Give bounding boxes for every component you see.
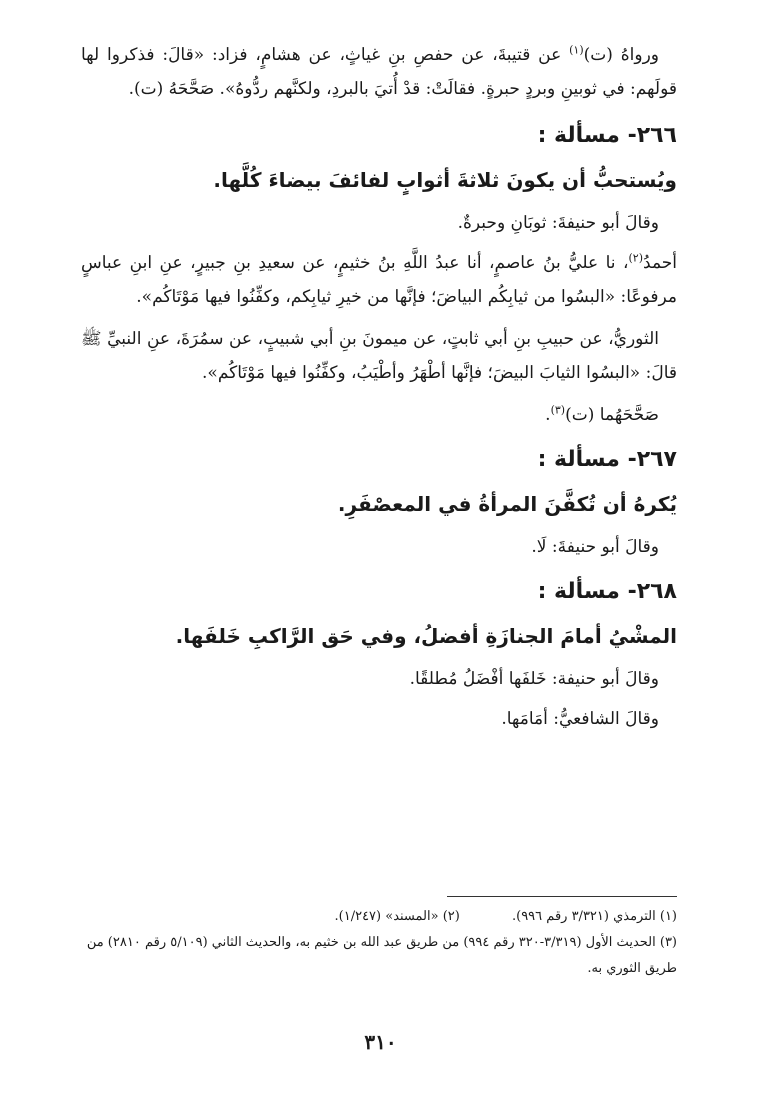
footnote-ref-3[interactable]: (٣) xyxy=(550,403,566,417)
footnotes-row-1 xyxy=(81,904,677,930)
issue-268-heading: ٢٦٨- مسألة : xyxy=(537,579,677,604)
intro-paragraph xyxy=(81,38,677,106)
issue-266-hadith-ahmad xyxy=(81,246,677,314)
issue-266-abu-hanifa-view: وقالَ أبو حنيفةَ: ثوبَانِ وحبرةٌ. xyxy=(457,213,659,233)
footnote-ref-2[interactable]: (٢) xyxy=(628,251,644,265)
intro-text: ورواهُ (ت) xyxy=(583,45,659,65)
footnotes xyxy=(81,904,677,982)
issue-266-hadith-thawri: الثوريُّ، عن حبيبِ بنِ أبي ثابتٍ، عن ميمونَ بنِ أبي شبيبٍ، عن سمُرَةَ، عنِ النبيِّ ﷺ قالَ: «البسُوا الثيابَ البيضَ؛ فإنَّها أطْهَرُ وأطْيَبُ، وكفِّنُوا فيها مَوْتَاكُم». xyxy=(81,329,677,383)
footnote-ref-1[interactable]: (١) xyxy=(569,43,584,57)
issue-267-heading: ٢٦٧- مسألة : xyxy=(537,447,677,472)
issue-267-statement: يُكرهُ أن تُكفَّنَ المرأةُ في المعصْفَرِ. xyxy=(337,492,677,516)
intro-text-continued: عن قتيبةَ، عن حفصِ بنِ غياثٍ، عن هشامٍ، فزاد: «قالَ: فذكروا لها قولَهم: في ثوبينِ وبردٍ حبرةٍ. فقالَتْ: قدْ أُتيَ بالبردِ، ولكنَّهم ردُّوهُ». صَحَّحَهُ (ت). xyxy=(81,45,677,99)
issue-266-statement: ويُستحبُّ أن يكونَ ثلاثةَ أثوابٍ لفائفَ بيضاءَ كُلَّها. xyxy=(213,168,677,192)
footnote-2: (٢) «المسند» (١/٢٤٧). xyxy=(334,909,460,924)
issue-268-abu-hanifa-view: وقالَ أبو حنيفة: خَلفَها أفْضَلُ مُطلقًا. xyxy=(409,669,659,689)
issue-266-heading: ٢٦٦- مسألة : xyxy=(537,123,677,148)
issue-266-grading xyxy=(81,398,677,432)
issue-267-abu-hanifa-view: وقالَ أبو حنيفةَ: لَا. xyxy=(531,537,659,557)
footnote-1: (١) الترمذي (٣/٣٢١ رقم ٩٩٦). xyxy=(511,909,677,924)
footnote-3: (٣) الحديث الأول (٣/٣١٩-٣٢٠ رقم ٩٩٤) من طريق عبد الله بن خثيم به، والحديث الثاني (٥/١٠٩ رقم ٢٨١٠) من طريق الثوري به. xyxy=(86,935,677,976)
page-number: ٣١٠ xyxy=(364,1030,397,1054)
grading-text: صَحَّحَهُما (ت) xyxy=(565,405,659,425)
grading-end: . xyxy=(545,405,551,425)
page-body xyxy=(81,38,677,742)
hadith-ahmad-text: ، نا عليُّ بنُ عاصمٍ، أنا عبدُ اللَّهِ بنُ خثيمٍ، عن سعيدِ بنِ جبيرٍ، عنِ ابنِ عباسٍ مرفوعًا: «البسُوا من ثيابِكُم البياضَ؛ فإنَّها من خيرِ ثيابِكم، وكفِّنُوا فيها مَوْتَاكُم». xyxy=(81,253,677,307)
issue-268-shafii-view: وقالَ الشافعيُّ: أمَامَها. xyxy=(501,709,659,729)
footnote-divider xyxy=(447,896,677,897)
issue-268-statement: المشْيُ أمامَ الجنازَةِ أفضلُ، وفي حَق الرَّاكبِ خَلفَها. xyxy=(175,624,677,648)
hadith-ahmad-source: أحمدُ xyxy=(643,253,677,273)
